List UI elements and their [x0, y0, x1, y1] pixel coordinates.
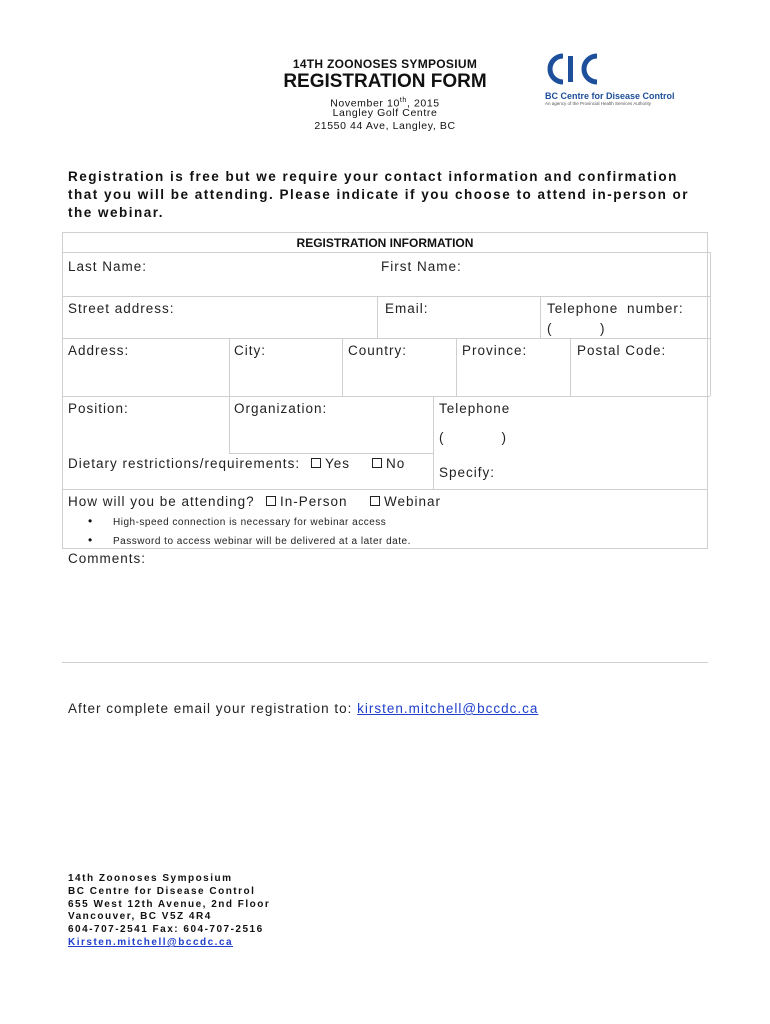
logo-name: BC Centre for Disease Control [545, 91, 675, 101]
bullet-icon: • [88, 514, 93, 528]
event-name: 14TH ZOONOSES SYMPOSIUM [292, 57, 478, 71]
webinar-option[interactable]: Webinar [364, 494, 441, 509]
country-field[interactable]: Country: [348, 343, 408, 358]
registration-email-link[interactable]: kirsten.mitchell@bccdc.ca [357, 701, 539, 716]
event-venue: Langley Golf Centre [332, 107, 438, 119]
organization-field[interactable]: Organization: [234, 401, 328, 416]
form-title: REGISTRATION FORM [283, 71, 487, 92]
telephone-area-code: ( ) [547, 321, 606, 336]
first-name-field[interactable]: First Name: [381, 259, 462, 274]
event-date: November 10th, 2015 [330, 97, 440, 110]
specify-field[interactable]: Specify: [439, 465, 496, 480]
cdc-logo-mark [545, 52, 603, 86]
city-field[interactable]: City: [234, 343, 266, 358]
dietary-no-option[interactable]: No [366, 456, 405, 471]
footer-email-link[interactable]: Kirsten.mitchell@bccdc.ca [68, 936, 234, 948]
address-field[interactable]: Address: [68, 343, 130, 358]
telephone-number-field[interactable]: Telephone number: [547, 301, 684, 316]
footer-street: 655 West 12th Avenue, 2nd Floor [68, 898, 271, 910]
bullet-icon: • [88, 533, 93, 547]
submit-instructions: After complete email your registration to: kirsten.mitchell@bccdc.ca [68, 701, 539, 716]
comments-divider [62, 662, 708, 663]
attending-question: How will you be attending? [68, 494, 255, 509]
footer-city: Vancouver, BC V5Z 4R4 [68, 911, 212, 923]
footer-phone: 604-707-2541 Fax: 604-707-2516 [68, 924, 264, 936]
checkbox-icon[interactable] [370, 496, 380, 506]
bccdc-logo [545, 52, 685, 110]
logo-tagline: An agency of the Provincial Health Services Authority [545, 101, 652, 106]
in-person-option[interactable]: In-Person [260, 494, 348, 509]
webinar-note-2: Password to access webinar will be delivered at a later date. [113, 536, 411, 547]
checkbox-icon[interactable] [266, 496, 276, 506]
last-name-field[interactable]: Last Name: [68, 259, 148, 274]
intro-line-2: that you will be attending. Please indicate if you choose to attend in-person or [68, 187, 690, 202]
footer-contact [68, 873, 270, 950]
webinar-note-1: High-speed connection is necessary for webinar access [113, 517, 387, 528]
checkbox-icon[interactable] [372, 458, 382, 468]
dietary-label: Dietary restrictions/requirements: [68, 456, 301, 471]
position-field[interactable]: Position: [68, 401, 129, 416]
email-field[interactable]: Email: [385, 301, 429, 316]
postal-code-field[interactable]: Postal Code: [577, 343, 667, 358]
street-address-field[interactable]: Street address: [68, 301, 175, 316]
footer-org: BC Centre for Disease Control [68, 885, 256, 897]
intro-line-3: the webinar. [68, 205, 165, 220]
dietary-yes-option[interactable]: Yes [305, 456, 350, 471]
footer-event: 14th Zoonoses Symposium [68, 873, 233, 884]
telephone-area-code-2: ( ) [439, 430, 507, 445]
comments-field[interactable]: Comments: [68, 551, 147, 566]
checkbox-icon[interactable] [311, 458, 321, 468]
telephone-field[interactable]: Telephone [439, 401, 511, 416]
section-title: REGISTRATION INFORMATION [296, 236, 474, 250]
intro-line-1: Registration is free but we require your contact information and confirmation [68, 169, 678, 184]
event-address: 21550 44 Ave, Langley, BC [314, 120, 456, 132]
province-field[interactable]: Province: [462, 343, 528, 358]
